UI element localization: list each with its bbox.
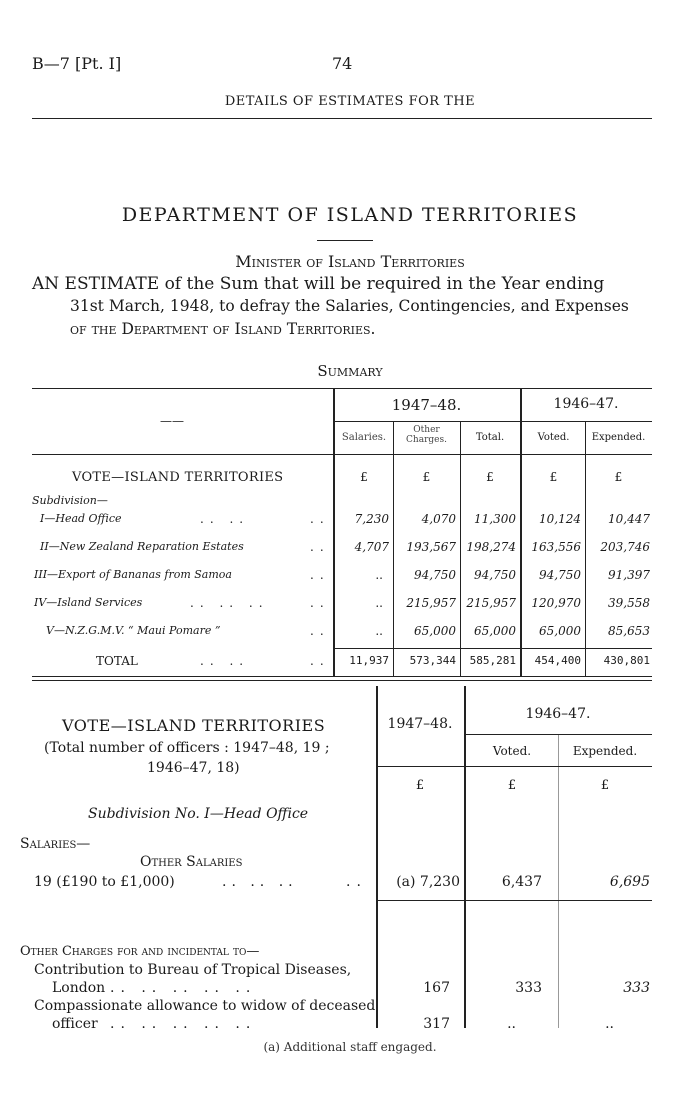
summary-row-other: 215,957 xyxy=(406,596,456,610)
summary-total-leader: .. .. xyxy=(200,654,250,668)
summary-dash: —— xyxy=(160,414,184,428)
detail-other-salaries: Other Salaries xyxy=(140,854,243,870)
detail-contribution-voted: 333 xyxy=(515,980,542,996)
detail-salary-rule xyxy=(376,900,652,901)
running-title: DETAILS OF ESTIMATES FOR THE xyxy=(224,94,476,109)
summary-row-voted: 94,750 xyxy=(539,568,581,582)
summary-sub-voted: Voted. xyxy=(537,432,570,443)
summary-col-1946: 1946–47. xyxy=(553,396,619,412)
detail-salary-row-1947: (a) 7,230 xyxy=(396,874,460,890)
summary-row-leader-end: .. xyxy=(310,596,330,610)
summary-row-salaries: 7,230 xyxy=(354,512,389,526)
department-title: DEPARTMENT OF ISLAND TERRITORIES xyxy=(121,204,579,226)
summary-sub-other xyxy=(393,425,460,445)
detail-contribution-expended: 333 xyxy=(623,980,650,996)
detail-other-charges-label: Other Charges for and incidental to— xyxy=(20,944,260,959)
detail-compassionate-line-2: officer xyxy=(52,1016,98,1032)
summary-row-expended: 85,653 xyxy=(608,624,650,638)
summary-title: Summary xyxy=(317,362,383,380)
page-code: B—7 [Pt. I] xyxy=(32,54,122,73)
detail-salaries-label: Salaries— xyxy=(20,836,91,852)
detail-vote-label: VOTE—ISLAND TERRITORIES xyxy=(62,716,326,735)
summary-row-total: 65,000 xyxy=(474,624,516,638)
summary-row-label: V—N.Z.G.M.V. “ Maui Pomare ” xyxy=(46,624,221,637)
summary-row-total: 94,750 xyxy=(474,568,516,582)
detail-pound-voted: £ xyxy=(507,778,517,793)
summary-row-leader-end: .. xyxy=(310,568,330,582)
summary-pound-total: £ xyxy=(486,470,494,484)
summary-pound-voted: £ xyxy=(549,470,558,484)
summary-total-total: 585,281 xyxy=(469,654,516,667)
detail-pound-expended: £ xyxy=(600,778,610,793)
summary-total-voted: 454,400 xyxy=(534,654,581,667)
summary-row-expended: 10,447 xyxy=(608,512,650,526)
detail-subdivision-title: Subdivision No. I—Head Office xyxy=(88,806,309,822)
summary-row-expended: 203,746 xyxy=(600,540,650,554)
summary-row-other: 65,000 xyxy=(414,624,456,638)
detail-officers-2: 1946–47, 18) xyxy=(147,760,240,776)
summary-row-salaries: .. xyxy=(375,596,383,610)
summary-row-label: II—New Zealand Reparation Estates xyxy=(40,540,244,553)
summary-sub-other-1: Other xyxy=(413,425,440,435)
summary-total-expended: 430,801 xyxy=(603,654,650,667)
summary-row-voted: 120,970 xyxy=(531,596,581,610)
header-rule xyxy=(32,118,652,119)
summary-row-other: 4,070 xyxy=(421,512,456,526)
detail-pound-1947: £ xyxy=(415,778,425,793)
summary-row-leader: .. .. xyxy=(200,512,250,526)
detail-compassionate-line-1: Compassionate allowance to widow of deceased xyxy=(34,998,376,1014)
estimate-line-1: AN ESTIMATE of the Sum that will be required in the Year ending xyxy=(32,274,605,294)
summary-row-expended: 39,558 xyxy=(608,596,650,610)
summary-row-salaries: .. xyxy=(375,568,383,582)
summary-total-leader-end: .. xyxy=(310,654,330,668)
summary-bottom-rule xyxy=(32,676,652,677)
detail-col-1947: 1947–48. xyxy=(387,716,453,732)
summary-row-other: 193,567 xyxy=(406,540,456,554)
detail-contribution-line-2: London xyxy=(52,980,106,996)
detail-contribution-line-1: Contribution to Bureau of Tropical Diseases, xyxy=(34,962,352,978)
detail-compassionate-1947: 317 xyxy=(423,1016,450,1032)
detail-salary-row-label: 19 (£190 to £1,000) xyxy=(34,874,175,890)
summary-col-1947: 1947–48. xyxy=(391,396,462,414)
summary-row-voted: 65,000 xyxy=(539,624,581,638)
summary-row-label: I—Head Office xyxy=(40,512,122,525)
summary-sub-salaries: Salaries. xyxy=(341,432,387,443)
estimate-line-2: 31st March, 1948, to defray the Salaries, Contingencies, and Expenses xyxy=(70,297,629,315)
detail-col-voted: Voted. xyxy=(492,744,532,758)
detail-vrule-2 xyxy=(464,686,466,1028)
summary-row-leader: .. .. .. xyxy=(190,596,269,610)
summary-subdivision-label: Subdivision— xyxy=(32,494,108,507)
page-number: 74 xyxy=(332,54,353,73)
summary-row-total: 11,300 xyxy=(474,512,516,526)
summary-head-rule xyxy=(32,454,652,455)
detail-compassionate-voted: .. xyxy=(507,1016,516,1032)
summary-row-total: 198,274 xyxy=(466,540,516,554)
summary-sub-other-2: Charges. xyxy=(406,435,447,445)
detail-col-1946: 1946–47. xyxy=(525,706,591,722)
detail-salary-row-voted: 6,437 xyxy=(501,874,542,890)
detail-salary-row-leader: .. .. .. xyxy=(222,874,298,890)
summary-vote-label: VOTE—ISLAND TERRITORIES xyxy=(72,470,284,485)
detail-footnote: (a) Additional staff engaged. xyxy=(263,1040,437,1054)
detail-head-rule xyxy=(376,766,652,767)
summary-sub-expended: Expended. xyxy=(591,432,646,443)
detail-contribution-1947: 167 xyxy=(423,980,450,996)
summary-row-other: 94,750 xyxy=(414,568,456,582)
summary-total-other: 573,344 xyxy=(409,654,456,667)
summary-row-voted: 10,124 xyxy=(539,512,581,526)
detail-col-expended: Expended. xyxy=(572,744,638,758)
estimate-line-3: of the Department of Island Territories. xyxy=(70,320,376,338)
detail-salary-row-expended: 6,695 xyxy=(609,874,650,890)
detail-year-rule xyxy=(464,734,652,735)
summary-total-label: TOTAL xyxy=(96,654,138,668)
detail-vrule-1 xyxy=(376,686,378,1028)
summary-top-rule xyxy=(32,388,652,389)
detail-compassionate-leader: .. .. .. .. .. xyxy=(110,1016,257,1032)
summary-row-label: III—Export of Bananas from Samoa xyxy=(34,568,232,581)
summary-pound-other: £ xyxy=(422,470,431,484)
summary-row-total: 215,957 xyxy=(466,596,516,610)
summary-row-salaries: 4,707 xyxy=(354,540,389,554)
summary-pound-salaries: £ xyxy=(360,470,368,484)
summary-pound-expended: £ xyxy=(614,470,623,484)
summary-row-salaries: .. xyxy=(375,624,383,638)
summary-sub-total: Total. xyxy=(475,432,505,443)
detail-compassionate-expended: .. xyxy=(605,1016,614,1032)
summary-year-rule xyxy=(333,421,652,422)
summary-row-leader-end: .. xyxy=(310,624,330,638)
summary-bottom-rule-2 xyxy=(32,680,652,681)
summary-row-leader-end: .. xyxy=(310,512,330,526)
summary-row-voted: 163,556 xyxy=(531,540,581,554)
title-rule xyxy=(317,240,373,241)
detail-officers-1: (Total number of officers : 1947–48, 19 ; xyxy=(44,740,330,756)
minister-title: Minister of Island Territories xyxy=(235,252,465,271)
detail-contribution-leader: .. .. .. .. .. xyxy=(110,980,257,996)
detail-salary-row-leader-end: .. xyxy=(346,874,367,890)
summary-total-rule xyxy=(333,648,652,649)
summary-total-salaries: 11,937 xyxy=(349,654,389,667)
summary-row-label: IV—Island Services xyxy=(34,596,143,609)
summary-row-expended: 91,397 xyxy=(608,568,650,582)
summary-row-leader-end: .. xyxy=(310,540,330,554)
